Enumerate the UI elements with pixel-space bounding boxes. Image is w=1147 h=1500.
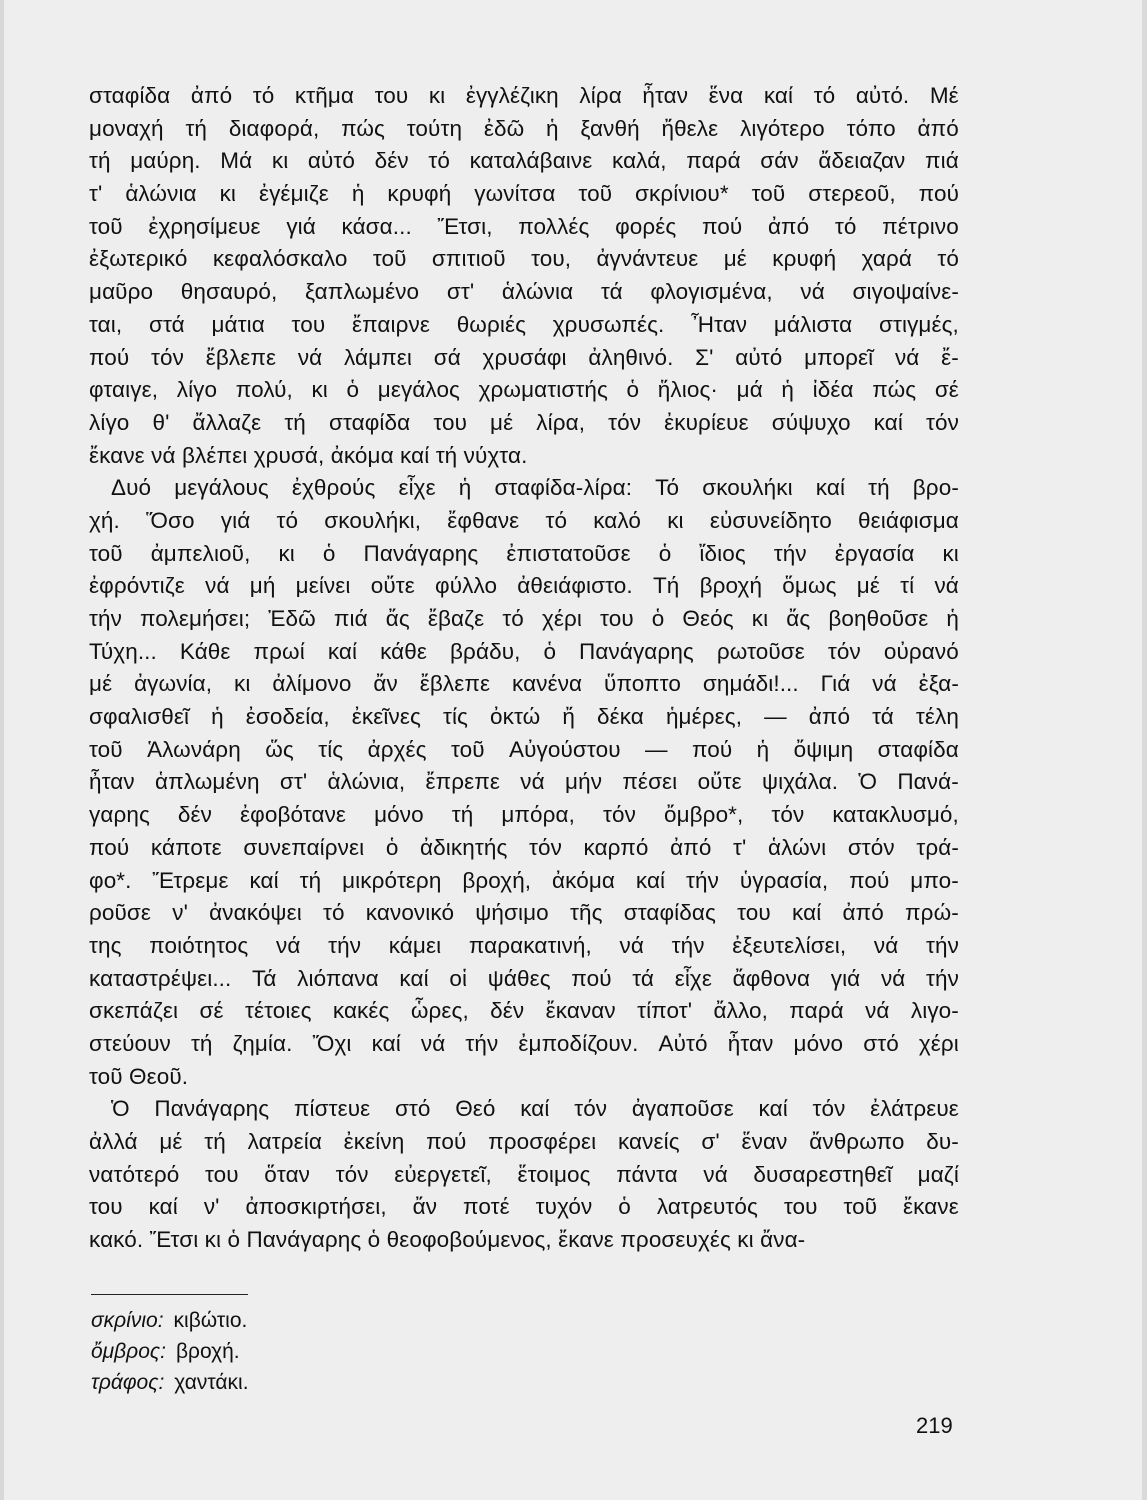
text-line: μέ ἀγωνία, κι ἀλίμονο ἄν ἔβλεπε κανένα ὕποπτο σημάδι!... Γιά νά ἐξα- (89, 671, 959, 697)
text-line: κακό. Ἔτσι κι ὁ Πανάγαρης ὁ θεοφοβούμενος, ἔκανε προσευχές κι ἄνα- (89, 1227, 806, 1253)
text-line: τοῦ Ἁλωνάρη ὥς τίς ἀρχές τοῦ Αὐγούστου — πού ἡ ὄψιμη σταφίδα (89, 736, 959, 762)
text-line: μοναχή τή διαφορά, πώς τούτη ἐδῶ ἡ ξανθή ἤθελε λιγότερο τόπο ἀπό (89, 115, 959, 141)
text-line: ἐξωτερικό κεφαλόσκαλο τοῦ σπιτιοῦ του, ἀγνάντευε μέ κρυφή χαρά τό (89, 246, 959, 272)
text-line: μαῦρο θησαυρό, ξαπλωμένο στ' ἁλώνια τά φλογισμένα, νά σιγοψαίνε- (89, 279, 959, 305)
text-line: του καί ν' ἀποσκιρτήσει, ἄν ποτέ τυχόν ὁ λατρευτός του τοῦ ἔκανε (89, 1194, 959, 1220)
page-number: 219 (916, 1413, 953, 1438)
text-line: τήν πολεμήσει; Ἐδῶ πιά ἄς ἔβαζε τό χέρι του ὁ Θεός κι ἄς βοηθοῦσε ἡ (89, 606, 959, 631)
text-line: πού τόν ἔβλεπε νά λάμπει σά χρυσάφι ἀληθινό. Σ' αὐτό μπορεῖ νά ἔ- (89, 344, 959, 370)
text-line: τή μαύρη. Μά κι αὐτό δέν τό καταλάβαινε καλά, παρά σάν ἄδειαζαν πιά (89, 148, 959, 174)
text-line: ἀλλά μέ τή λατρεία ἐκείνη πού προσφέρει κανείς σ' ἕναν ἄνθρωπο δυ- (89, 1129, 959, 1154)
text-line: νατότερό του ὅταν τόν εὐεργετεῖ, ἕτοιμος πάντα νά δυσαρεστηθεῖ μαζί (89, 1161, 959, 1187)
text-line: τοῦ ἐχρησίμευε γιά κάσα... Ἔτσι, πολλές φορές πού ἀπό τό πέτρινο (89, 213, 959, 239)
text-line: σφαλισθεῖ ἡ ἐσοδεία, ἐκεῖνες τίς ὀκτώ ἤ δέκα ἡμέρες, — ἀπό τά τέλη (89, 704, 959, 730)
text-line: πού κάποτε συνεπαίρνει ὁ ἀδικητής τόν καρπό ἀπό τ' ἁλώνι στόν τρά- (89, 834, 959, 860)
footnote (91, 1305, 591, 1336)
text-line: Ὁ Πανάγαρης πίστευε στό Θεό καί τόν ἀγαποῦσε καί τόν ἐλάτρευε (111, 1096, 959, 1122)
text-line: γαρης δέν ἐφοβότανε μόνο τή μπόρα, τόν ὄμβρο*, τόν κατακλυσμό, (89, 802, 959, 828)
page-edge-left (0, 0, 4, 1500)
body-text (89, 80, 959, 1257)
text-line: ἔκανε νά βλέπει χρυσά, ἀκόμα καί τή νύχτα. (89, 442, 528, 468)
text-line: τοῦ Θεοῦ. (89, 1063, 189, 1089)
text-line: καταστρέψει... Τά λιόπανα καί οἱ ψάθες πού τά εἶχε ἄφθονα γιά νά τήν (89, 965, 959, 991)
footnote (91, 1367, 591, 1398)
text-line: Τύχη... Κάθε πρωί καί κάθε βράδυ, ὁ Πανάγαρης ρωτοῦσε τόν οὐρανό (89, 638, 959, 664)
text-line: τοῦ ἀμπελιοῦ, κι ὁ Πανάγαρης ἐπιστατοῦσε ὁ ἴδιος τήν ἐργασία κι (89, 540, 959, 566)
footnotes (91, 1305, 591, 1398)
footnote (91, 1336, 591, 1367)
footnote-definition: βροχή. (175, 1340, 240, 1363)
text-line: τ' ἁλώνια κι ἐγέμιζε ἡ κρυφή γωνίτσα τοῦ σκρίνιου* τοῦ στερεοῦ, πού (89, 181, 959, 207)
text-line: λίγο θ' ἄλλαζε τή σταφίδα του μέ λίρα, τόν ἐκυρίευε σύψυχο καί τόν (89, 409, 959, 435)
text-line: φο*. Ἔτρεμε καί τή μικρότερη βροχή, ἀκόμα καί τήν ὑγρασία, πού μπο- (89, 867, 959, 893)
footnote-term: σκρίνιο: (91, 1309, 164, 1332)
text-line: σταφίδα ἀπό τό κτῆμα του κι ἐγγλέζικη λίρα ἦταν ἕνα καί τό αὐτό. Μέ (89, 83, 959, 108)
text-line: ἦταν ἁπλωμένη στ' ἁλώνια, ἔπρεπε νά μήν πέσει οὔτε ψιχάλα. Ὁ Πανά- (89, 769, 959, 795)
footnote-term: ὄμβρος: (91, 1340, 166, 1363)
text-line: σκεπάζει σέ τέτοιες κακές ὧρες, δέν ἔκαναν τίποτ' ἄλλο, παρά νά λιγο- (89, 998, 959, 1024)
footnote-definition: χαντάκι. (174, 1371, 249, 1394)
footnote-divider (91, 1294, 248, 1295)
text-line: ἐφρόντιζε νά μή μείνει οὔτε φύλλο ἀθειάφιστο. Τή βροχή ὅμως μέ τί νά (89, 573, 959, 599)
footnote-term: τράφος: (91, 1371, 165, 1394)
text-line: Δυό μεγάλους ἐχθρούς εἶχε ἡ σταφίδα-λίρα: Τό σκουλήκι καί τή βρο- (111, 475, 959, 501)
text-line: στεύουν τή ζημία. Ὄχι καί νά τήν ἐμποδίζουν. Αὐτό ἦταν μόνο στό χέρι (89, 1030, 959, 1056)
footnote-definition: κιβώτιο. (173, 1309, 248, 1332)
text-line: φταιγε, λίγο πολύ, κι ὁ μεγάλος χρωματιστής ὁ ἥλιος· μά ἡ ἰδέα πώς σέ (89, 377, 959, 403)
text-line: χή. Ὅσο γιά τό σκουλήκι, ἔφθανε τό καλό κι εὐσυνείδητο θειάφισμα (89, 507, 959, 533)
text-line: ροῦσε ν' ἀνακόψει τό κανονικό ψήσιμο τῆς σταφίδας του καί ἀπό πρώ- (89, 900, 959, 926)
text-line: της ποιότητος νά τήν κάμει παρακατινή, νά τήν ἐξευτελίσει, νά τήν (89, 932, 959, 958)
page-edge-right (1142, 0, 1147, 1500)
text-line: ται, στά μάτια του ἔπαιρνε θωριές χρυσωπές. Ἦταν μάλιστα στιγμές, (89, 311, 959, 337)
